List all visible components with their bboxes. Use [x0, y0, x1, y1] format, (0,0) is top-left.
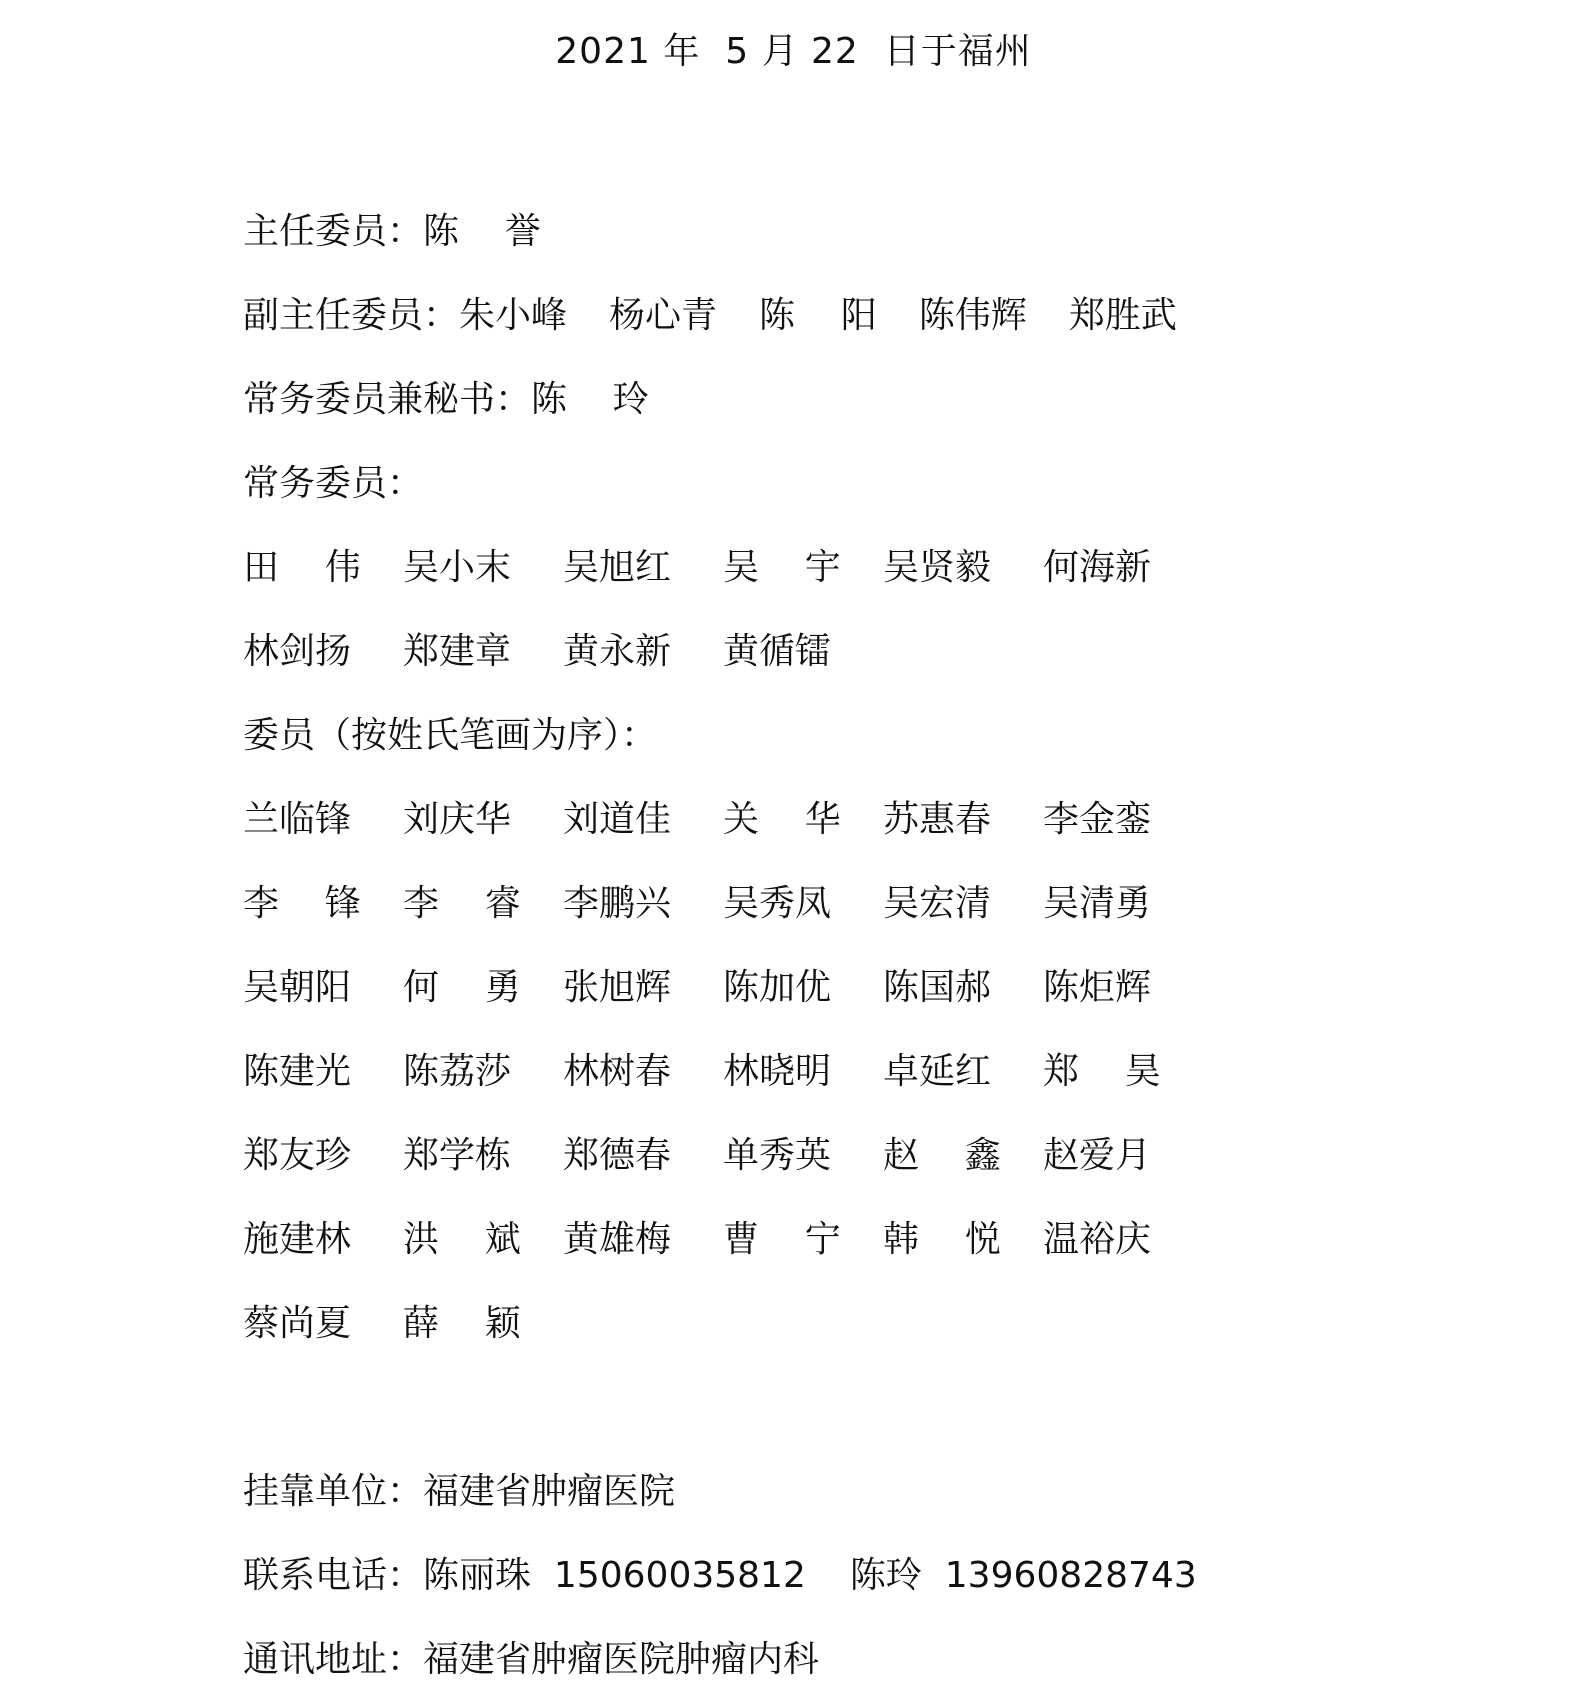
- member-name: 关 华: [723, 799, 841, 840]
- standing-secretary-label: 常务委员兼秘书：: [243, 379, 532, 420]
- chair-label: 主任委员：: [243, 211, 424, 252]
- member-name: 陈加优: [723, 967, 832, 1008]
- member-name: 兰临锋: [243, 799, 352, 840]
- standing-members-heading: 常务委员：: [243, 463, 424, 504]
- affiliation-label: 挂靠单位：: [243, 1471, 424, 1512]
- affiliation-line: [243, 1450, 1543, 1534]
- member-name: 苏惠春: [883, 799, 992, 840]
- date-line: 2021 年 5 月 22 日于福州: [555, 31, 1032, 72]
- member-name: 陈荔莎: [403, 1051, 512, 1092]
- member-name: 李 锋: [243, 883, 361, 924]
- member-name: 李 睿: [403, 883, 521, 924]
- members-row: [243, 1282, 1543, 1366]
- member-name: 黄雄梅: [563, 1219, 672, 1260]
- standing-members-row: [243, 526, 1543, 610]
- member-name: 吴秀凤: [723, 883, 832, 924]
- standing-member-name: 郑建章: [403, 631, 512, 672]
- address-line: [243, 1618, 1543, 1702]
- vice-chair-name: 陈伟辉: [918, 295, 1027, 336]
- member-name: 卓延红: [883, 1051, 992, 1092]
- standing-members-row: [243, 610, 1543, 694]
- member-name: 单秀英: [723, 1135, 832, 1176]
- standing-secretary-name: 陈 玲: [531, 379, 649, 420]
- vice-chair-name: 朱小峰: [459, 295, 568, 336]
- member-name: 郑学栋: [403, 1135, 512, 1176]
- member-name: 林晓明: [723, 1051, 832, 1092]
- member-name: 韩 悦: [883, 1219, 1001, 1260]
- members-row: [243, 946, 1543, 1030]
- document-body: [243, 190, 1543, 1702]
- blank-line: [243, 1366, 1543, 1450]
- member-name: 吴清勇: [1043, 883, 1152, 924]
- member-name: 陈国郝: [883, 967, 992, 1008]
- standing-member-name: 黄循镭: [723, 631, 832, 672]
- vice-chairs-line: [243, 274, 1543, 358]
- members-row: [243, 862, 1543, 946]
- member-name: 薛 颖: [403, 1303, 521, 1344]
- standing-secretary-line: [243, 358, 1543, 442]
- standing-member-name: 林剑扬: [243, 631, 352, 672]
- address-value: 福建省肿瘤医院肿瘤内科: [423, 1639, 820, 1680]
- standing-member-name: 吴小末: [403, 547, 512, 588]
- member-name: 刘道佳: [563, 799, 672, 840]
- members-row: [243, 1030, 1543, 1114]
- members-row: [243, 778, 1543, 862]
- members-row: [243, 1198, 1543, 1282]
- member-name: 郑友珍: [243, 1135, 352, 1176]
- member-name: 李鹏兴: [563, 883, 672, 924]
- member-name: 赵爱月: [1043, 1135, 1152, 1176]
- contact-phone-2: 13960828743: [944, 1555, 1197, 1596]
- member-name: 郑 昊: [1043, 1051, 1161, 1092]
- standing-member-name: 吴 宇: [723, 547, 841, 588]
- contact-person-1: 陈丽珠: [423, 1555, 532, 1596]
- member-name: 何 勇: [403, 967, 521, 1008]
- contact-line: [243, 1534, 1543, 1618]
- vice-chair-name: 杨心青: [609, 295, 718, 336]
- standing-member-name: 田 伟: [243, 547, 361, 588]
- vice-chairs-label: 副主任委员：: [243, 295, 460, 336]
- standing-member-name: 吴贤毅: [883, 547, 992, 588]
- member-name: 吴朝阳: [243, 967, 352, 1008]
- affiliation-value: 福建省肿瘤医院: [423, 1471, 676, 1512]
- address-label: 通讯地址：: [243, 1639, 424, 1680]
- standing-member-name: 黄永新: [563, 631, 672, 672]
- member-name: 吴宏清: [883, 883, 992, 924]
- contact-label: 联系电话：: [243, 1555, 424, 1596]
- contact-person-2: 陈玲: [849, 1555, 922, 1596]
- member-name: 林树春: [563, 1051, 672, 1092]
- standing-member-name: 何海新: [1043, 547, 1152, 588]
- chair-name: 陈 誉: [423, 211, 541, 252]
- member-name: 洪 斌: [403, 1219, 521, 1260]
- member-name: 温裕庆: [1043, 1219, 1152, 1260]
- member-name: 刘庆华: [403, 799, 512, 840]
- member-name: 陈建光: [243, 1051, 352, 1092]
- member-name: 郑德春: [563, 1135, 672, 1176]
- member-name: 施建林: [243, 1219, 352, 1260]
- chair-line: [243, 190, 1543, 274]
- member-name: 陈炬辉: [1043, 967, 1152, 1008]
- member-name: 赵 鑫: [883, 1135, 1001, 1176]
- member-name: 张旭辉: [563, 967, 672, 1008]
- vice-chair-name: 郑胜武: [1068, 295, 1177, 336]
- contact-phone-1: 15060035812: [553, 1555, 806, 1596]
- members-heading: 委员（按姓氏笔画为序）：: [243, 715, 658, 756]
- members-row: [243, 1114, 1543, 1198]
- member-name: 曹 宁: [723, 1219, 841, 1260]
- member-name: 蔡尚夏: [243, 1303, 352, 1344]
- member-name: 李金銮: [1043, 799, 1152, 840]
- standing-member-name: 吴旭红: [563, 547, 672, 588]
- vice-chair-name: 陈 阳: [759, 295, 877, 336]
